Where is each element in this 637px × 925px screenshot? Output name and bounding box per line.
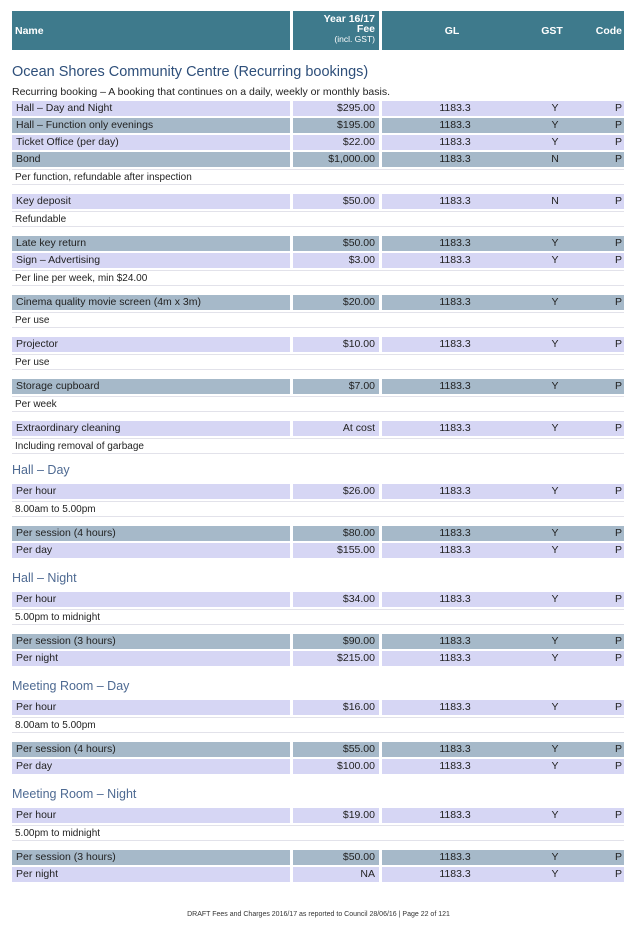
row-fee: $16.00 (293, 700, 379, 715)
spacer (12, 668, 624, 677)
table-row (12, 850, 624, 865)
table-row (12, 526, 624, 541)
row-code: P (614, 102, 622, 114)
row-fee: $100.00 (293, 759, 379, 774)
table-row (12, 421, 624, 436)
row-fee: $1,000.00 (293, 152, 379, 167)
row-gl: 1183.3 (439, 760, 471, 772)
row-note: Per use (12, 312, 624, 328)
row-gst: Y (551, 743, 559, 755)
table-row (12, 742, 624, 757)
row-name: Key deposit (12, 194, 290, 209)
section-heading: Hall – Day (12, 463, 70, 477)
table-header (12, 11, 624, 50)
row-name: Hall – Day and Night (12, 101, 290, 116)
row-codes (382, 634, 624, 649)
row-codes (382, 700, 624, 715)
row-name: Sign – Advertising (12, 253, 290, 268)
row-fee: $50.00 (293, 236, 379, 251)
spacer (12, 560, 624, 569)
row-code: P (614, 380, 622, 392)
header-gl: GL (444, 24, 460, 37)
row-note: Refundable (12, 211, 624, 227)
row-codes (382, 295, 624, 310)
row-gl: 1183.3 (439, 237, 471, 249)
row-gl: 1183.3 (439, 743, 471, 755)
row-name: Per hour (12, 700, 290, 715)
row-name: Cinema quality movie screen (4m x 3m) (12, 295, 290, 310)
row-name: Late key return (12, 236, 290, 251)
row-code: P (614, 136, 622, 148)
row-code: P (614, 544, 622, 556)
row-note: Per line per week, min $24.00 (12, 270, 624, 286)
section-heading: Hall – Night (12, 571, 77, 585)
row-gst: Y (551, 422, 559, 434)
row-gst: Y (551, 868, 559, 880)
row-gl: 1183.3 (439, 527, 471, 539)
table-row (12, 152, 624, 167)
row-name: Per session (4 hours) (12, 742, 290, 757)
fees-page (12, 11, 624, 884)
header-name: Name (12, 11, 290, 50)
table-row (12, 867, 624, 882)
row-name: Extraordinary cleaning (12, 421, 290, 436)
row-codes (382, 135, 624, 150)
row-fee: $20.00 (293, 295, 379, 310)
row-gst: Y (551, 380, 559, 392)
row-code: P (614, 593, 622, 605)
row-gst: Y (551, 652, 559, 664)
row-gl: 1183.3 (439, 136, 471, 148)
row-gst: Y (551, 254, 559, 266)
row-gl: 1183.3 (439, 809, 471, 821)
section-heading: Meeting Room – Night (12, 787, 137, 801)
row-codes (382, 526, 624, 541)
row-name: Per day (12, 759, 290, 774)
table-row (12, 592, 624, 607)
row-code: P (614, 296, 622, 308)
row-codes (382, 337, 624, 352)
row-codes (382, 152, 624, 167)
row-gst: Y (551, 635, 559, 647)
header-fee-line1: Year 16/17 (323, 13, 375, 25)
row-fee: $195.00 (293, 118, 379, 133)
row-name: Per hour (12, 484, 290, 499)
table-row (12, 295, 624, 310)
row-codes (382, 543, 624, 558)
page-footer: DRAFT Fees and Charges 2016/17 as reported to Council 28/06/16 | Page 22 of 121 (187, 911, 450, 918)
header-fee-line2: Fee (356, 23, 375, 35)
row-gst: N (551, 153, 559, 165)
row-gl: 1183.3 (439, 593, 471, 605)
row-gl: 1183.3 (439, 380, 471, 392)
row-name: Per night (12, 651, 290, 666)
row-note: 8.00am to 5.00pm (12, 717, 624, 733)
table-row (12, 543, 624, 558)
row-gst: Y (551, 338, 559, 350)
row-gl: 1183.3 (439, 544, 471, 556)
row-code: P (614, 868, 622, 880)
section-heading: Meeting Room – Day (12, 679, 130, 693)
row-gst: Y (551, 809, 559, 821)
row-gst: N (551, 195, 559, 207)
row-codes (382, 651, 624, 666)
row-code: P (614, 422, 622, 434)
table-row (12, 101, 624, 116)
row-codes (382, 759, 624, 774)
row-fee: $215.00 (293, 651, 379, 666)
row-gl: 1183.3 (439, 102, 471, 114)
row-note: 8.00am to 5.00pm (12, 501, 624, 517)
row-name: Ticket Office (per day) (12, 135, 290, 150)
row-fee: $55.00 (293, 742, 379, 757)
row-name: Per hour (12, 592, 290, 607)
row-name: Per day (12, 543, 290, 558)
row-note: Including removal of garbage (12, 438, 624, 454)
table-row (12, 634, 624, 649)
row-code: P (614, 760, 622, 772)
row-codes (382, 808, 624, 823)
row-name: Projector (12, 337, 290, 352)
row-note: Per week (12, 396, 624, 412)
row-code: P (614, 153, 622, 165)
row-gst: Y (551, 760, 559, 772)
row-code: P (614, 237, 622, 249)
row-gl: 1183.3 (439, 485, 471, 497)
table-row (12, 379, 624, 394)
row-gst: Y (551, 544, 559, 556)
row-code: P (614, 851, 622, 863)
header-gst: GST (541, 24, 563, 37)
row-fee: $3.00 (293, 253, 379, 268)
row-note: 5.00pm to midnight (12, 609, 624, 625)
row-code: P (614, 701, 622, 713)
row-fee: $10.00 (293, 337, 379, 352)
row-gl: 1183.3 (439, 851, 471, 863)
row-gl: 1183.3 (439, 338, 471, 350)
row-note: Per use (12, 354, 624, 370)
row-fee: $90.00 (293, 634, 379, 649)
row-fee: $19.00 (293, 808, 379, 823)
row-codes (382, 421, 624, 436)
page-title: Ocean Shores Community Centre (Recurring bookings) (12, 64, 369, 80)
row-codes (382, 101, 624, 116)
row-name: Per session (3 hours) (12, 634, 290, 649)
row-gst: Y (551, 851, 559, 863)
row-gl: 1183.3 (439, 296, 471, 308)
row-codes (382, 379, 624, 394)
row-codes (382, 253, 624, 268)
row-fee: At cost (293, 421, 379, 436)
header-fee (293, 11, 379, 50)
row-fee: NA (293, 867, 379, 882)
row-code: P (614, 195, 622, 207)
row-gst: Y (551, 701, 559, 713)
table-row (12, 253, 624, 268)
table-row (12, 337, 624, 352)
row-note: 5.00pm to midnight (12, 825, 624, 841)
row-fee: $80.00 (293, 526, 379, 541)
row-code: P (614, 743, 622, 755)
row-gl: 1183.3 (439, 422, 471, 434)
table-row (12, 651, 624, 666)
row-code: P (614, 485, 622, 497)
table-row (12, 484, 624, 499)
row-gst: Y (551, 527, 559, 539)
row-name: Bond (12, 152, 290, 167)
page-subtitle: Recurring booking – A booking that continues on a daily, weekly or monthly basis. (12, 86, 391, 98)
row-gl: 1183.3 (439, 195, 471, 207)
row-codes (382, 592, 624, 607)
row-gl: 1183.3 (439, 635, 471, 647)
row-code: P (614, 119, 622, 131)
row-gst: Y (551, 119, 559, 131)
fees-table-body (12, 101, 624, 882)
row-name: Hall – Function only evenings (12, 118, 290, 133)
row-name: Per session (3 hours) (12, 850, 290, 865)
row-code: P (614, 635, 622, 647)
spacer (12, 776, 624, 785)
row-codes (382, 742, 624, 757)
row-gst: Y (551, 237, 559, 249)
row-note: Per function, refundable after inspection (12, 169, 624, 185)
row-fee: $34.00 (293, 592, 379, 607)
row-gl: 1183.3 (439, 701, 471, 713)
row-codes (382, 236, 624, 251)
header-code: Code (595, 24, 622, 37)
table-row (12, 236, 624, 251)
row-gl: 1183.3 (439, 153, 471, 165)
row-code: P (614, 527, 622, 539)
row-fee: $26.00 (293, 484, 379, 499)
row-codes (382, 850, 624, 865)
row-code: P (614, 652, 622, 664)
row-gst: Y (551, 136, 559, 148)
table-row (12, 118, 624, 133)
row-name: Per session (4 hours) (12, 526, 290, 541)
table-row (12, 194, 624, 209)
row-codes (382, 194, 624, 209)
row-name: Per night (12, 867, 290, 882)
row-fee: $22.00 (293, 135, 379, 150)
table-row (12, 135, 624, 150)
table-row (12, 700, 624, 715)
row-fee: $50.00 (293, 194, 379, 209)
row-codes (382, 867, 624, 882)
row-gl: 1183.3 (439, 652, 471, 664)
row-name: Storage cupboard (12, 379, 290, 394)
header-codes (382, 11, 624, 50)
row-codes (382, 484, 624, 499)
table-row (12, 759, 624, 774)
row-gl: 1183.3 (439, 254, 471, 266)
row-fee: $155.00 (293, 543, 379, 558)
row-gl: 1183.3 (439, 868, 471, 880)
row-gl: 1183.3 (439, 119, 471, 131)
row-fee: $295.00 (293, 101, 379, 116)
row-gst: Y (551, 485, 559, 497)
row-code: P (614, 809, 622, 821)
row-fee: $7.00 (293, 379, 379, 394)
row-codes (382, 118, 624, 133)
header-fee-line3: (incl. GST) (334, 34, 375, 44)
row-fee: $50.00 (293, 850, 379, 865)
row-gst: Y (551, 296, 559, 308)
row-code: P (614, 254, 622, 266)
row-gst: Y (551, 593, 559, 605)
table-row (12, 808, 624, 823)
row-name: Per hour (12, 808, 290, 823)
row-gst: Y (551, 102, 559, 114)
row-code: P (614, 338, 622, 350)
